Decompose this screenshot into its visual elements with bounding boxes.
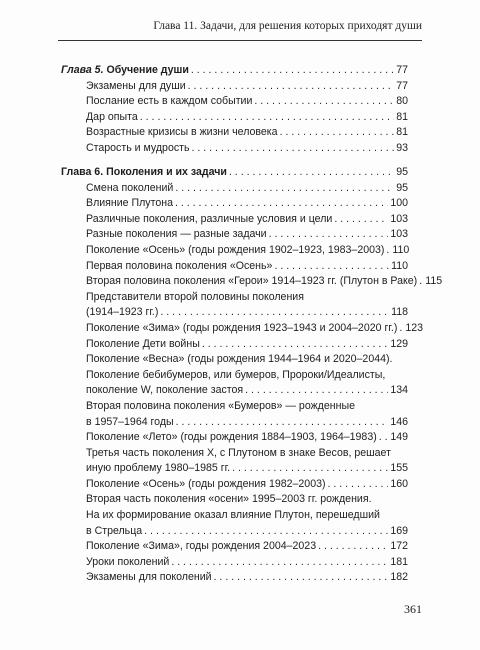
- page-ref: 95: [396, 181, 408, 194]
- toc-section-chapter-6: [61, 165, 443, 586]
- leader-dots: [386, 243, 390, 259]
- toc-entry[interactable]: [61, 181, 408, 197]
- leader-dots: [176, 415, 389, 431]
- toc-entry-text: Вторая часть поколения «осени» 1995–2003 гг. рождения.: [86, 493, 372, 506]
- toc-entry[interactable]: [61, 274, 443, 290]
- page-ref: 149: [390, 431, 408, 444]
- leader-dots: [171, 555, 388, 571]
- toc-entry[interactable]: [61, 125, 408, 141]
- toc-entry-text: (1914–1923 гг.): [86, 306, 159, 319]
- leader-dots: [245, 383, 388, 399]
- leader-dots: [175, 196, 388, 212]
- page-ref: 118: [391, 306, 408, 319]
- running-header: Глава 11. Задачи, для решения которых приходят души: [153, 20, 422, 32]
- toc-entry-text: На их формирование оказал влияние Плутон, перешедший: [86, 509, 380, 522]
- toc-entry-text: Экзамены для души: [86, 79, 186, 92]
- toc-entry-text: Представители второй половины поколения: [86, 290, 304, 303]
- header-rule: [58, 40, 422, 41]
- toc-entry[interactable]: [61, 196, 408, 212]
- page-ref: 160: [390, 477, 408, 490]
- toc-entry[interactable]: [61, 337, 408, 353]
- leader-dots: [214, 570, 389, 586]
- toc-entry-text: Экзамены для поколений: [86, 571, 212, 584]
- leader-dots: [188, 79, 395, 95]
- toc-entry[interactable]: [61, 79, 408, 95]
- leader-dots: [399, 321, 403, 337]
- page-ref: 172: [390, 540, 408, 553]
- page-ref: 182: [390, 571, 408, 584]
- chapter-title: Поколения и их задачи: [106, 166, 227, 178]
- toc-entry-text: Первая половина поколения «Осень»: [86, 259, 273, 272]
- page-ref: 129: [390, 337, 408, 350]
- toc-entry[interactable]: [61, 321, 424, 337]
- toc-entry[interactable]: [61, 539, 408, 555]
- leader-dots: [269, 227, 389, 243]
- leader-dots: [280, 125, 395, 141]
- leader-dots: [419, 274, 423, 290]
- toc-entry[interactable]: [61, 399, 408, 430]
- toc-entry[interactable]: [61, 477, 408, 493]
- toc-entry[interactable]: [61, 446, 408, 477]
- toc-entry-text: Поколение «Осень» (годы рождения 1982–2003): [86, 477, 326, 490]
- toc-entry[interactable]: [61, 94, 408, 110]
- page-ref: 155: [390, 462, 408, 475]
- leader-dots: [229, 165, 394, 181]
- chapter-number: Глава 6.: [61, 166, 104, 178]
- leader-dots: [328, 477, 389, 493]
- toc-entry-text: в Стрельца: [86, 524, 143, 537]
- page-ref: 77: [396, 79, 408, 92]
- toc-entry-text: Поколение «Весна» (годы рождения 1944–1964 и 2020–2044).: [86, 353, 393, 366]
- toc-entry[interactable]: [61, 212, 408, 228]
- toc-entry-text: Поколение «Лето» (годы рождения 1884–1903, 1964–1983): [86, 431, 377, 444]
- toc-entry-text: поколение W, поколение застоя: [86, 384, 244, 397]
- toc-entry-text: Влияние Плутона: [86, 197, 173, 210]
- toc-entry-text: Уроки поколений: [86, 555, 170, 568]
- toc-entry[interactable]: [61, 243, 408, 259]
- page-ref: 169: [390, 524, 408, 537]
- toc-entry-text: Послание есть в каждом событии: [86, 95, 253, 108]
- leader-dots: [274, 259, 389, 275]
- page-ref: 103: [390, 228, 408, 241]
- leader-dots: [202, 337, 389, 353]
- page-ref: 134: [390, 384, 408, 397]
- page-ref: 115: [425, 275, 443, 288]
- page-ref: 95: [396, 166, 408, 178]
- page-ref: 103: [390, 212, 408, 225]
- toc-entry[interactable]: [61, 430, 408, 446]
- toc-entry-text: Поколение «Зима», годы рождения 2004–2023: [86, 540, 317, 553]
- page-ref: 123: [405, 321, 424, 334]
- leader-dots: [232, 461, 388, 477]
- chapter-title: Обучение души: [106, 64, 189, 76]
- chapter-number: Глава 5.: [61, 64, 104, 76]
- leader-dots: [379, 430, 389, 446]
- page-ref: 110: [391, 259, 408, 272]
- page-ref: 81: [396, 126, 408, 139]
- toc-entry[interactable]: [61, 570, 408, 586]
- toc-chapter-heading[interactable]: [61, 165, 408, 181]
- page-ref: 181: [390, 555, 408, 568]
- leader-dots: [192, 141, 395, 157]
- page-ref: 146: [390, 415, 408, 428]
- page-ref: 100: [390, 197, 408, 210]
- toc-entry-text: Поколение бебибумеров, или бумеров, Пророки/Идеалисты,: [86, 368, 386, 381]
- page-ref: 93: [396, 141, 408, 154]
- page-number: 361: [404, 602, 422, 616]
- toc-entry[interactable]: [61, 110, 408, 126]
- leader-dots: [254, 94, 394, 110]
- toc-entry[interactable]: [61, 141, 408, 157]
- toc-entry[interactable]: [61, 368, 408, 399]
- leader-dots: [175, 181, 394, 197]
- leader-dots: [160, 305, 389, 321]
- toc-section-chapter-5: [61, 63, 408, 157]
- toc-entry[interactable]: [61, 492, 408, 539]
- toc-entry[interactable]: [61, 290, 408, 321]
- page-ref: 77: [396, 64, 408, 76]
- toc-entry-text: Поколение «Осень» (годы рождения 1902–1923, 1983–2003): [86, 243, 385, 256]
- toc-entry-text: в 1957–1964 годы: [86, 415, 174, 428]
- toc-entry-text: иную проблему 1980–1985 гг.: [86, 462, 231, 475]
- page-ref: 80: [396, 95, 408, 108]
- toc-entry-text: Третья часть поколения X, с Плутоном в знаке Весов, решает: [86, 446, 391, 459]
- leader-dots: [144, 524, 388, 540]
- toc-entry-text: Смена поколений: [86, 181, 174, 194]
- toc-entry-text: Разные поколения — разные задачи: [86, 228, 267, 241]
- toc-entry[interactable]: [61, 227, 408, 243]
- page-ref: 81: [396, 110, 408, 123]
- leader-dots: [334, 212, 388, 228]
- toc-entry-text: Старость и мудрость: [86, 141, 190, 154]
- toc-entry-text: Вторая половина поколения «Герои» 1914–1923 гг. (Плутон в Раке): [86, 275, 418, 288]
- toc-entry[interactable]: [61, 555, 408, 571]
- toc-entry-text: Поколение «Зима» (годы рождения 1923–1943 и 2004–2020 гг.): [86, 321, 398, 334]
- toc-entry-text: Различные поколения, различные условия и цели: [86, 212, 333, 225]
- toc-entry[interactable]: [61, 352, 408, 368]
- toc-entry-text: Дар опыта: [86, 110, 138, 123]
- toc-entry-text: Возрастные кризисы в жизни человека: [86, 126, 278, 139]
- leader-dots: [318, 539, 388, 555]
- page-ref: 110: [392, 243, 410, 256]
- leader-dots: [140, 110, 394, 126]
- toc-chapter-heading[interactable]: [61, 63, 408, 79]
- leader-dots: [191, 63, 394, 79]
- toc-entry[interactable]: [61, 259, 408, 275]
- toc-entry-text: Вторая половина поколения «Бумеров» — рожденные: [86, 399, 355, 412]
- toc-entry-text: Поколение Дети войны: [86, 337, 200, 350]
